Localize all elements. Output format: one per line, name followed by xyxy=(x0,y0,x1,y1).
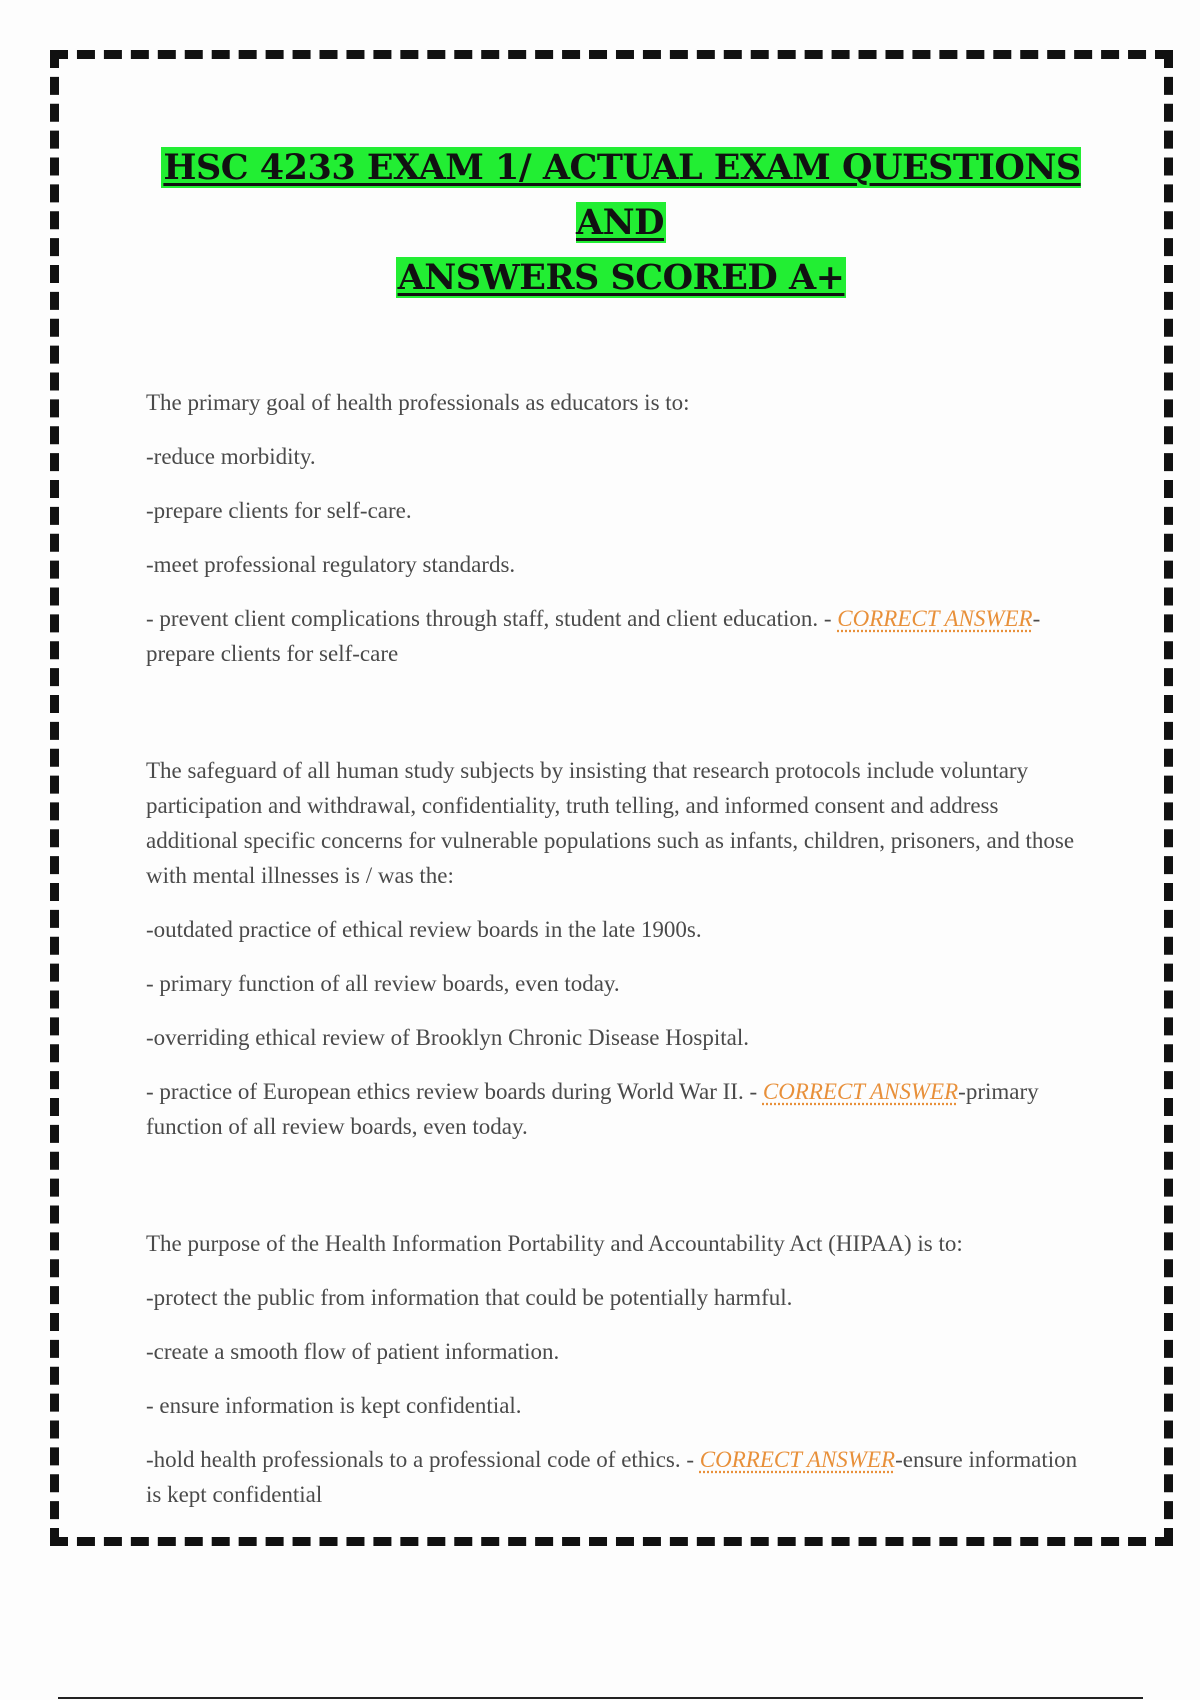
option-3: -meet professional regulatory standards. xyxy=(146,552,516,577)
option-4-with-answer xyxy=(146,601,1096,671)
option-4: -hold health professionals to a professional code of ethics. - xyxy=(146,1447,700,1472)
option-2: -prepare clients for self-care. xyxy=(146,498,412,523)
title-line-1: HSC 4233 EXAM 1/ ACTUAL EXAM QUESTIONS AND xyxy=(163,147,1081,243)
option-1: -outdated practice of ethical review boards in the late 1900s. xyxy=(146,917,702,942)
option-3: - ensure information is kept confidential. xyxy=(146,1393,522,1418)
answer-text: -ensure information is kept confidential xyxy=(146,1447,1078,1507)
option-1: -reduce morbidity. xyxy=(146,444,316,469)
option-4-with-answer xyxy=(146,1442,1096,1512)
answer-text: -primary function of all review boards, even today. xyxy=(146,1079,1039,1139)
option-3: -overriding ethical review of Brooklyn Chronic Disease Hospital. xyxy=(146,1025,749,1050)
correct-answer-tag: CORRECT ANSWER xyxy=(699,1447,896,1472)
option-2: - primary function of all review boards, even today. xyxy=(146,971,620,996)
question-text: The primary goal of health professionals as educators is to: xyxy=(146,390,690,415)
correct-answer-tag: CORRECT ANSWER xyxy=(762,1079,959,1104)
option-2: -create a smooth flow of patient information. xyxy=(146,1339,560,1364)
question-block-3 xyxy=(146,1226,1096,1512)
question-text: The safeguard of all human study subjects by insisting that research protocols include voluntary participation and withdrawal, confidentiality, truth telling, and informed consent and address additional specific concerns for vulnerable populations such as infants, children, prisoners, and those with mental illnesses is / was the: xyxy=(146,758,1075,888)
document-title xyxy=(146,140,1096,305)
option-1: -protect the public from information that could be potentially harmful. xyxy=(146,1285,793,1310)
title-line-2: ANSWERS SCORED A+ xyxy=(397,257,845,298)
page-bottom-rule xyxy=(58,1697,1143,1699)
document-content xyxy=(146,140,1096,1531)
question-block-2 xyxy=(146,753,1096,1144)
option-4: - practice of European ethics review boards during World War II. - xyxy=(146,1079,763,1104)
answer-text: -prepare clients for self-care xyxy=(146,606,1041,666)
option-4: - prevent client complications through staff, student and client education. - xyxy=(146,606,838,631)
option-4-with-answer xyxy=(146,1074,1096,1144)
question-block-1 xyxy=(146,385,1096,671)
correct-answer-tag: CORRECT ANSWER xyxy=(837,606,1033,631)
question-text: The purpose of the Health Information Portability and Accountability Act (HIPAA) is to: xyxy=(146,1231,963,1256)
